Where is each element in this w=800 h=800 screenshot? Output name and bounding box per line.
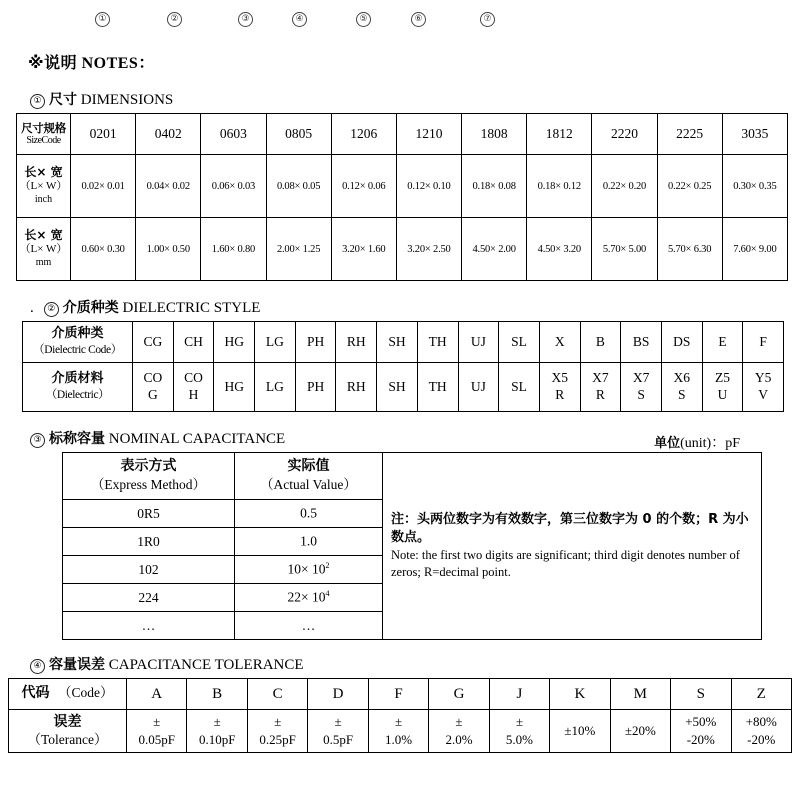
size-code-cell: 0201 [71, 114, 136, 155]
notes-title-cn: 说明 [44, 53, 78, 72]
size-code-cell: 0603 [201, 114, 266, 155]
actual-value-cell [235, 500, 383, 528]
inch-value-cell: 0.12× 0.06 [331, 155, 396, 218]
mm-value-cell: 1.60× 0.80 [201, 218, 266, 281]
dielectric-material-cell: LG [255, 363, 296, 412]
express-method-cell: 0R5 [63, 500, 235, 528]
header-actual-value-en: （Actual Value） [260, 477, 357, 493]
rowhead-inch [17, 155, 71, 218]
nominal-note-cn: 注：头两位数字为有效数字，第三位数字为 0 的个数；R 为小数点。 [391, 511, 749, 545]
top-marker-6: ⑥ [411, 12, 426, 27]
rowhead-inch-lw: （L× W） [19, 180, 68, 193]
tolerance-top: +80% [745, 714, 777, 730]
section-title-en-dielectric: DIELECTRIC STYLE [122, 300, 261, 316]
stray-dot: . [30, 300, 34, 316]
table-row-tolerance-code [9, 679, 792, 710]
size-code-cell: 1812 [527, 114, 592, 155]
inch-value-cell: 0.04× 0.02 [136, 155, 201, 218]
dielectric-code-cell: SL [499, 322, 540, 363]
tolerance-bottom: -20% [747, 732, 776, 747]
dielectric-material-cell: PH [295, 363, 336, 412]
dielectric-code-cell: UJ [458, 322, 499, 363]
actual-value-cell [235, 556, 383, 584]
tolerance-top: ±20% [624, 723, 656, 739]
dielectric-material-cell [173, 363, 214, 412]
actual-value-text: 1.0 [300, 533, 317, 549]
rowhead-tolerance-cn: 误差 [53, 714, 82, 731]
rowhead-size-code-en: SizeCode [26, 134, 61, 146]
unit-label-cn: 单位 [654, 436, 681, 451]
nominal-capacitance-table [62, 452, 762, 640]
dimensions-table [16, 113, 788, 281]
mm-value-cell: 3.20× 1.60 [331, 218, 396, 281]
tolerance-top: ± [334, 714, 342, 730]
tolerance-value-cell [550, 710, 610, 753]
dielectric-material-cell [621, 363, 662, 412]
rowhead-dielectric-material-en: （Dielectric） [45, 388, 110, 401]
mm-value-cell: 0.60× 0.30 [71, 218, 136, 281]
rowhead-tolerance-en: （Tolerance） [27, 732, 108, 748]
tolerance-value-cell [187, 710, 247, 753]
material-bottom: R [595, 387, 605, 402]
dielectric-code-cell: CG [133, 322, 174, 363]
dielectric-material-cell: HG [214, 363, 255, 412]
size-code-cell: 2220 [592, 114, 657, 155]
dielectric-material-cell: TH [417, 363, 458, 412]
inch-value-cell: 0.30× 0.35 [722, 155, 787, 218]
material-bottom: V [758, 387, 769, 402]
actual-value-cell: … [235, 612, 383, 640]
tolerance-top: ± [213, 714, 221, 730]
header-express-method [63, 453, 235, 500]
section-title-en-nominal: NOMINAL CAPACITANCE [108, 431, 286, 447]
express-method-cell: 224 [63, 584, 235, 612]
actual-value-exponent: 4 [325, 589, 330, 599]
mm-value-cell: 4.50× 2.00 [462, 218, 527, 281]
mm-value-cell: 2.00× 1.25 [266, 218, 331, 281]
header-actual-value [235, 453, 383, 500]
mm-value-cell: 7.60× 9.00 [722, 218, 787, 281]
rowhead-size-code-cn: 尺寸规格 [21, 120, 66, 135]
tolerance-code-cell: S [671, 679, 731, 710]
dielectric-material-cell [661, 363, 702, 412]
material-bottom: R [555, 387, 565, 402]
rowhead-size-code [17, 114, 71, 155]
section-title-cn-dimensions: 尺寸 [49, 92, 77, 108]
material-top: Y5 [754, 370, 772, 386]
express-method-cell: 1R0 [63, 528, 235, 556]
section-title-cn-dielectric: 介质种类 [62, 300, 119, 316]
size-code-cell: 1808 [462, 114, 527, 155]
material-bottom: S [637, 387, 645, 402]
dielectric-material-cell: RH [336, 363, 377, 412]
dielectric-material-cell [702, 363, 743, 412]
top-marker-3: ③ [238, 12, 253, 27]
actual-value-text: 10× 10 [287, 561, 326, 577]
inch-value-cell: 0.22× 0.20 [592, 155, 657, 218]
table-row-size-code [17, 114, 788, 155]
header-express-method-en: （Express Method） [90, 477, 207, 493]
tolerance-code-cell: J [489, 679, 549, 710]
header-actual-value-cn: 实际值 [287, 458, 330, 475]
material-top: X6 [673, 370, 691, 386]
material-top: CO [143, 370, 163, 386]
tolerance-code-cell: Z [731, 679, 791, 710]
header-express-method-cn: 表示方式 [120, 458, 177, 475]
dielectric-material-cell [743, 363, 784, 412]
rowhead-code-cn: 代码 [21, 685, 50, 702]
tolerance-bottom: 0.5pF [323, 732, 354, 747]
section-title-cn-tolerance: 容量误差 [49, 657, 105, 673]
dielectric-code-cell: LG [255, 322, 296, 363]
dielectric-code-cell: DS [661, 322, 702, 363]
dielectric-material-cell: UJ [458, 363, 499, 412]
material-bottom: S [678, 387, 686, 402]
dielectric-code-cell: SH [377, 322, 418, 363]
actual-value-cell [235, 584, 383, 612]
material-bottom: U [717, 387, 728, 402]
tolerance-code-cell: K [550, 679, 610, 710]
size-code-cell: 2225 [657, 114, 722, 155]
section-number-4: ④ [30, 659, 45, 674]
nominal-note-cell [383, 453, 762, 640]
size-code-cell: 0805 [266, 114, 331, 155]
top-marker-2: ② [167, 12, 182, 27]
actual-value-cell [235, 528, 383, 556]
tolerance-code-cell: F [368, 679, 428, 710]
rowhead-mm-lw: （L× W） [19, 243, 68, 256]
top-marker-1: ① [95, 12, 110, 27]
dielectric-table [22, 321, 784, 412]
dielectric-code-cell: RH [336, 322, 377, 363]
mm-value-cell: 1.00× 0.50 [136, 218, 201, 281]
tolerance-value-cell [127, 710, 187, 753]
section-heading-dimensions [30, 89, 800, 109]
tolerance-code-cell: A [127, 679, 187, 710]
rowhead-inch-cn: 长× 宽 [24, 165, 63, 180]
tolerance-top: ± [455, 714, 463, 730]
top-marker-5: ⑤ [356, 12, 371, 27]
tolerance-top: +50% [685, 714, 717, 730]
size-code-cell: 1206 [331, 114, 396, 155]
tolerance-bottom: -20% [686, 732, 715, 747]
tolerance-top: ± [394, 714, 403, 730]
dielectric-code-cell: X [539, 322, 580, 363]
dielectric-code-cell: CH [173, 322, 214, 363]
dielectric-material-cell: SH [377, 363, 418, 412]
inch-value-cell: 0.02× 0.01 [71, 155, 136, 218]
section-number-2: ② [44, 302, 59, 317]
rowhead-mm [17, 218, 71, 281]
table-row-inch [17, 155, 788, 218]
dielectric-material-cell [539, 363, 580, 412]
table-row-tolerance-value [9, 710, 792, 753]
tolerance-bottom: 0.05pF [138, 732, 175, 747]
tolerance-bottom: 0.10pF [198, 732, 236, 747]
tolerance-top: ± [515, 714, 524, 730]
table-row-dielectric-code [23, 322, 784, 363]
tolerance-value-cell [368, 710, 428, 753]
tolerance-code-cell: B [187, 679, 247, 710]
size-code-cell: 1210 [396, 114, 461, 155]
tolerance-value-cell [429, 710, 489, 753]
dielectric-code-cell: E [702, 322, 743, 363]
dielectric-material-cell [133, 363, 174, 412]
inch-value-cell: 0.18× 0.12 [527, 155, 592, 218]
dielectric-code-cell: HG [214, 322, 255, 363]
tolerance-bottom: 2.0% [445, 732, 473, 747]
rowhead-tolerance [9, 710, 127, 753]
dielectric-code-cell: BS [621, 322, 662, 363]
section-number-1: ① [30, 94, 45, 109]
dielectric-material-cell [580, 363, 621, 412]
rowhead-mm-cn: 长× 宽 [24, 228, 63, 243]
tolerance-bottom: 1.0% [384, 732, 413, 747]
tolerance-value-cell [308, 710, 368, 753]
unit-label-en: (unit)：pF [680, 436, 740, 451]
rowhead-code [9, 679, 127, 710]
tolerance-value-cell [610, 710, 670, 753]
dielectric-material-cell: SL [499, 363, 540, 412]
rowhead-dielectric-code [23, 322, 133, 363]
tolerance-code-cell: D [308, 679, 368, 710]
material-top: X5 [551, 370, 568, 386]
mm-value-cell: 3.20× 2.50 [396, 218, 461, 281]
inch-value-cell: 0.08× 0.05 [266, 155, 331, 218]
actual-value-text: 22× 10 [287, 589, 326, 605]
tolerance-value-cell [247, 710, 307, 753]
tolerance-top: ±10% [564, 723, 596, 739]
rowhead-mm-unit: mm [35, 257, 52, 269]
table-row-dielectric-material [23, 363, 784, 412]
rowhead-inch-unit: inch [34, 194, 53, 206]
section-number-3: ③ [30, 433, 45, 448]
dielectric-code-cell: PH [295, 322, 336, 363]
tolerance-code-cell: C [247, 679, 307, 710]
nominal-note-en: Note: the first two digits are significant; third digit denotes number of zeros; R=decimal point. [391, 547, 740, 579]
top-marker-4: ④ [292, 12, 307, 27]
top-marker-7: ⑦ [480, 12, 495, 27]
inch-value-cell: 0.06× 0.03 [201, 155, 266, 218]
size-code-cell: 0402 [136, 114, 201, 155]
mm-value-cell: 4.50× 3.20 [527, 218, 592, 281]
tolerance-bottom: 0.25pF [259, 732, 296, 747]
section-title-en-tolerance: CAPACITANCE TOLERANCE [108, 657, 304, 673]
tolerance-value-cell [731, 710, 791, 753]
tolerance-table [8, 678, 792, 753]
rowhead-code-en: （Code） [58, 685, 114, 701]
tolerance-value-cell [489, 710, 549, 753]
rowhead-dielectric-code-cn: 介质种类 [51, 326, 104, 342]
unit-label [654, 432, 740, 452]
material-top: CO [184, 370, 203, 386]
actual-value-exponent: 2 [325, 561, 330, 571]
mm-value-cell: 5.70× 6.30 [657, 218, 722, 281]
material-bottom: H [188, 387, 199, 402]
mm-value-cell: 5.70× 5.00 [592, 218, 657, 281]
section-heading-tolerance [30, 654, 800, 674]
dielectric-code-cell: F [743, 322, 784, 363]
dielectric-code-cell: TH [417, 322, 458, 363]
material-bottom: G [147, 387, 158, 402]
inch-value-cell: 0.22× 0.25 [657, 155, 722, 218]
tolerance-top: ± [153, 714, 161, 730]
notes-title-en: NOTES： [81, 55, 155, 72]
notes-title [28, 50, 800, 73]
actual-value-text: 0.5 [300, 505, 317, 521]
rowhead-dielectric-material [23, 363, 133, 412]
tolerance-top: ± [274, 714, 282, 730]
express-method-cell: 102 [63, 556, 235, 584]
top-marker-row [0, 0, 800, 30]
tolerance-bottom: 5.0% [505, 732, 533, 747]
rowhead-dielectric-code-en: （Dielectric Code） [33, 343, 122, 356]
inch-value-cell: 0.12× 0.10 [396, 155, 461, 218]
inch-value-cell: 0.18× 0.08 [462, 155, 527, 218]
size-code-cell: 3035 [722, 114, 787, 155]
tolerance-code-cell: G [429, 679, 489, 710]
table-row-mm [17, 218, 788, 281]
rowhead-dielectric-material-cn: 介质材料 [51, 371, 104, 387]
dielectric-code-cell: B [580, 322, 621, 363]
section-heading-dielectric [30, 297, 800, 317]
material-top: Z5 [714, 370, 730, 386]
material-top: X7 [632, 370, 650, 386]
tolerance-value-cell [671, 710, 731, 753]
notes-marker: ※ [28, 53, 45, 72]
table-row-nominal-header [63, 453, 762, 500]
section-title-en-dimensions: DIMENSIONS [80, 92, 174, 108]
tolerance-code-cell: M [610, 679, 670, 710]
section-title-cn-nominal: 标称容量 [49, 431, 105, 447]
express-method-cell: … [63, 612, 235, 640]
material-top: X7 [592, 370, 609, 386]
